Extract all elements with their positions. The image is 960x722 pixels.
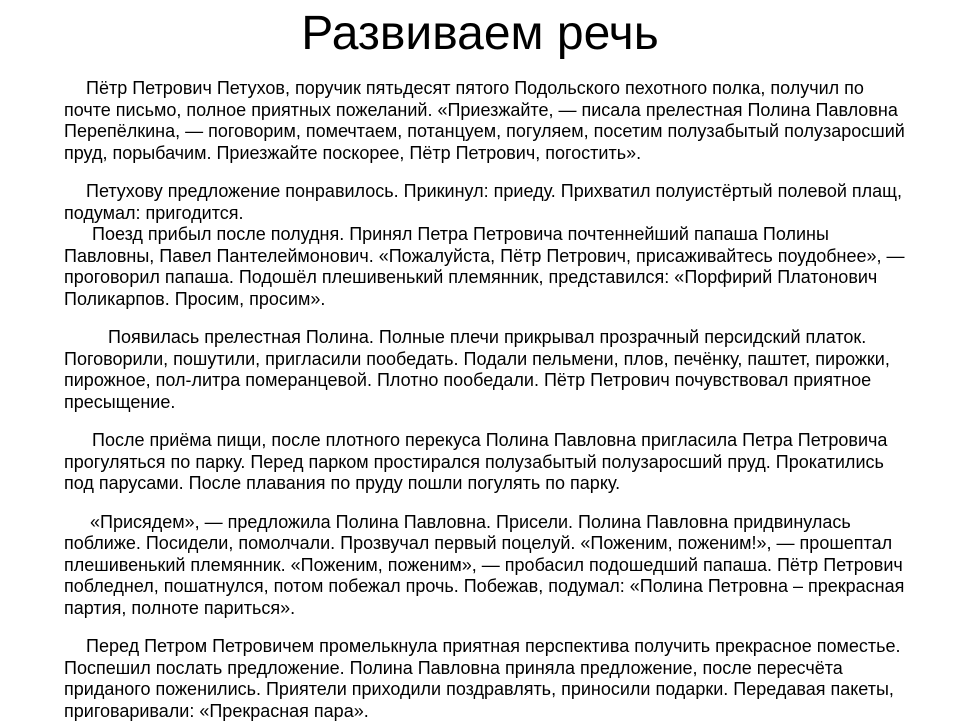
paragraph-2: Петухову предложение понравилось. Прикинул: приеду. Прихватил полуистёртый полевой плащ, подумал: пригодится. [64, 181, 902, 223]
story-text [64, 78, 912, 722]
paragraph-3: Поезд прибыл после полудня. Принял Петра Петровича почтеннейший папаша Полины Павловны, Павел Пантелеймонович. «Пожалуйста, Пётр Петрович, присаживайтесь поудобнее», — проговорил папаша. Подошёл плешивенький племянник, представился: «Порфирий Платонович Поликарпов. Просим, просим». [64, 224, 905, 309]
paragraph-1: Пётр Петрович Петухов, поручик пятьдесят пятого Подольского пехотного полка, получил по почте письмо, полное приятных пожеланий. «Приезжайте, — писала прелестная Полина Павловна Перепёлкина, — поговорим, помечтаем, потанцуем, погуляем, посетим полузабытый полузаросший пруд, порыбачим. Приезжайте поскорее, Пётр Петрович, погостить». [64, 78, 905, 163]
paragraph-4: Появилась прелестная Полина. Полные плечи прикрывал прозрачный персидский платок. Поговорили, пошутили, пригласили пообедать. Подали пельмени, плов, печёнку, паштет, пирожки, пирожное, пол-литра померанцевой. Плотно пообедали. Пётр Петрович почувствовал приятное пресыщение. [64, 327, 890, 412]
paragraph-5: После приёма пищи, после плотного перекуса Полина Павловна пригласила Петра Петровича прогуляться по парку. Перед парком простирался полузабытый полузаросший пруд. Прокатились под парусами. После плавания по пруду пошли погулять по парку. [64, 430, 888, 493]
slide-title: Развиваем речь [301, 7, 659, 60]
paragraph-7: Перед Петром Петровичем промелькнула приятная перспектива получить прекрасное поместье. Поспешил послать предложение. Полина Павловна приняла предложение, после пересчёта приданого поженились. Приятели приходили поздравлять, приносили подарки. Передавая пакеты, приговаривали: «Прекрасная пара». [64, 636, 901, 721]
paragraph-6: «Присядем», — предложила Полина Павловна. Присели. Полина Павловна придвинулась поближе. Посидели, помолчали. Прозвучал первый поцелуй. «Поженим, поженим!», — прошептал плешивенький племянник. «Поженим, поженим», — пробасил подошедший папаша. Пётр Петрович побледнел, пошатнулся, потом побежал прочь. Побежав, подумал: «Полина Петровна – прекрасная партия, полноте париться». [64, 511, 905, 618]
